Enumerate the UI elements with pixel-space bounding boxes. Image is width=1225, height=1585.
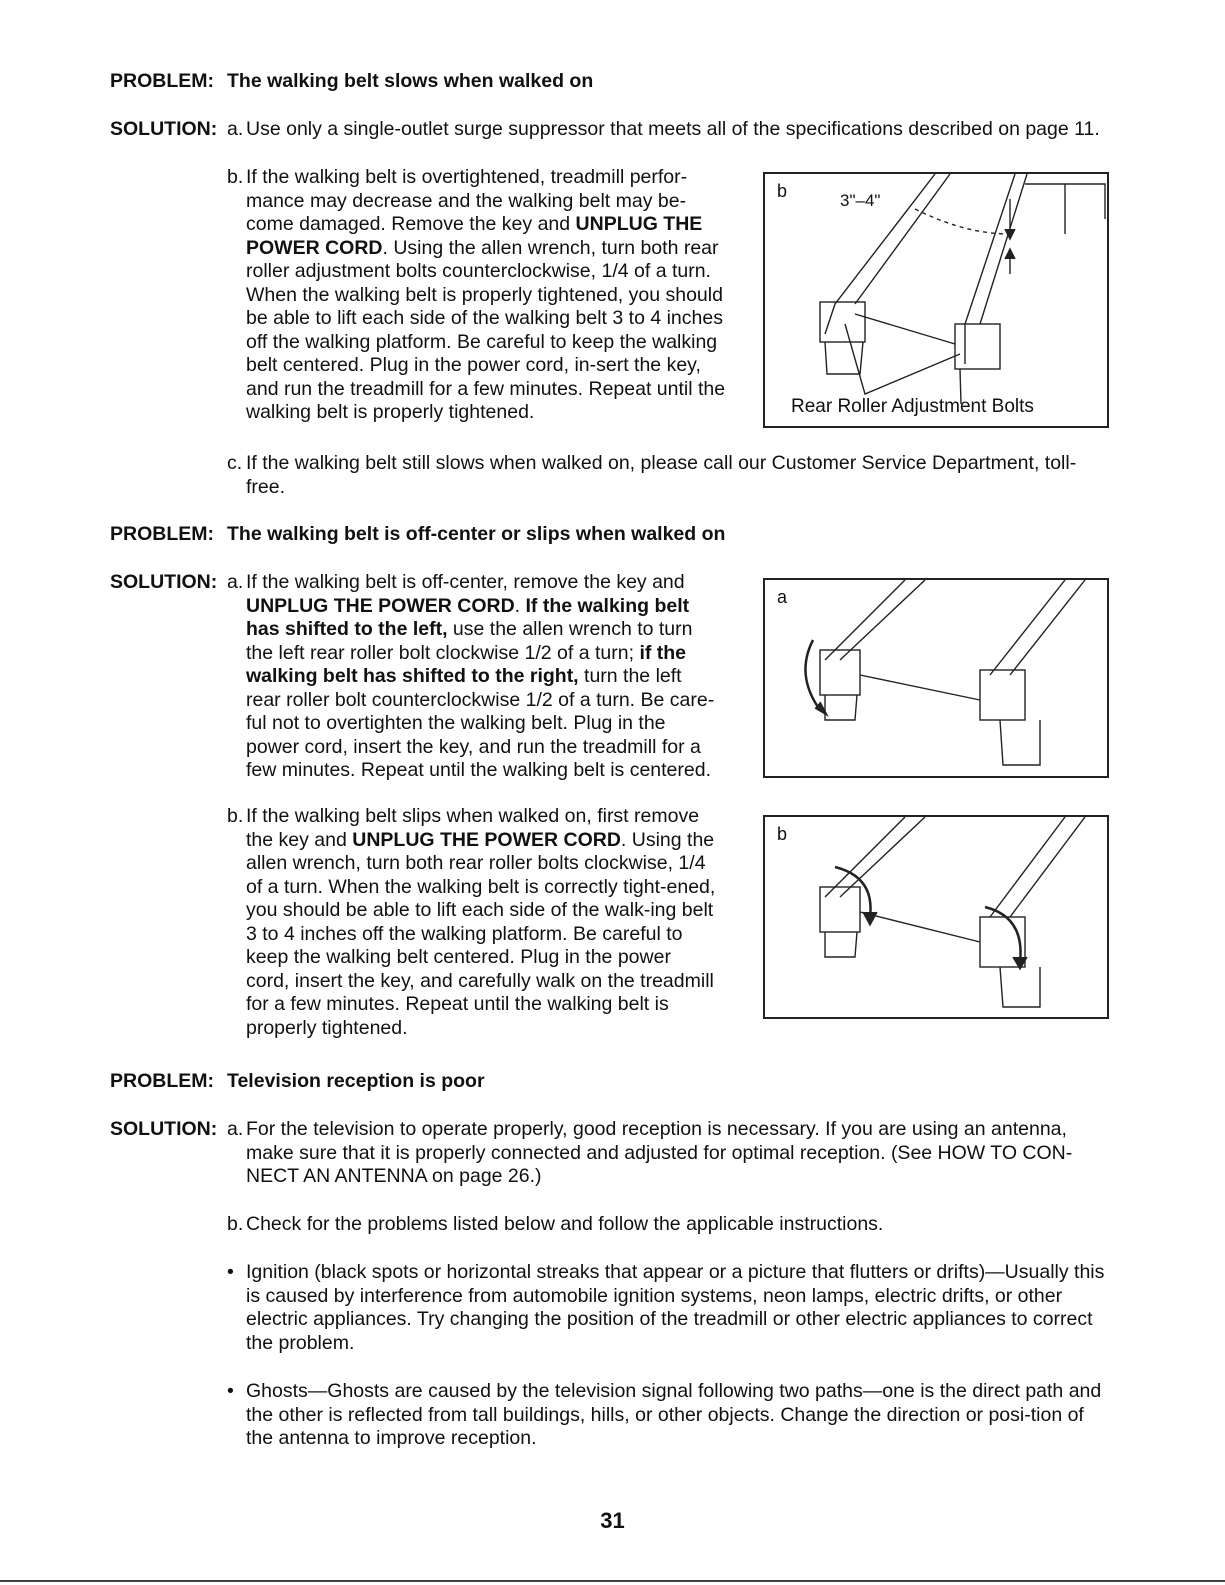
- problem-text: The walking belt slows when walked on: [227, 70, 594, 92]
- problem-label: PROBLEM:: [110, 523, 214, 545]
- item-marker: b.: [227, 166, 244, 188]
- bullet-item: [227, 1261, 1107, 1355]
- item-text: For the television to operate properly, good reception is necessary. If you are using an antenna, make sure that it is properly connected and adjusted for optimal reception. (See HOW TO CON-NECT AN ANTENNA on page 26.): [246, 1118, 1073, 1187]
- figure-letter: b: [777, 824, 788, 844]
- item-marker: a.: [227, 571, 244, 593]
- bullet-text: Ghosts—Ghosts are caused by the television signal following two paths—one is the direct path and the other is reflected from tall buildings, hills, or other objects. Change the direction or posi-tion of the antenna to improve reception.: [246, 1380, 1102, 1449]
- item-marker: c.: [227, 452, 243, 474]
- figure-belt-centering: [763, 578, 1109, 778]
- item-text: If the walking belt still slows when walked on, please call our Customer Service Department, toll-free.: [246, 452, 1077, 498]
- item-text: Use only a single-outlet surge suppressor that meets all of the specifications described on page 11.: [246, 118, 1100, 140]
- treadmill-illustration: [765, 174, 1107, 426]
- bullet-marker: •: [227, 1261, 234, 1283]
- figure-caption: Rear Roller Adjustment Bolts: [791, 395, 1034, 417]
- problem-label: PROBLEM:: [110, 1070, 214, 1092]
- item-marker: b.: [227, 805, 244, 827]
- solution-label: SOLUTION:: [110, 571, 218, 593]
- solution-item: [227, 118, 1107, 142]
- figure-letter: b: [777, 181, 788, 201]
- solution-item: [227, 452, 1107, 499]
- figure-belt-tightening: [763, 815, 1109, 1019]
- item-marker: a.: [227, 118, 244, 140]
- item-marker: a.: [227, 1118, 244, 1140]
- problem-text: Television reception is poor: [227, 1070, 485, 1092]
- treadmill-illustration: [765, 580, 1107, 776]
- solution-item: [227, 1213, 1107, 1237]
- problem-label: PROBLEM:: [110, 70, 214, 92]
- solution-item: [227, 571, 717, 783]
- bullet-item: [227, 1380, 1107, 1451]
- solution-label: SOLUTION:: [110, 118, 218, 140]
- page-bottom-rule: [0, 1580, 1225, 1582]
- solution-item: [227, 805, 717, 1040]
- problem-heading-1: [110, 70, 593, 94]
- item-text: If the walking belt slips when walked on, first remove the key and UNPLUG THE POWER CORD. Using the allen wrench, turn both rear roller bolts clockwise, 1/4 of a turn. When the walking belt is correctly tight-ened, you should be able to lift each side of the walk-ing belt 3 to 4 inches off the walking platform. Be careful to keep the walking belt centered. Plug in the power cord, insert the key, and carefully walk on the treadmill for a few minutes. Repeat until the walking belt is properly tightened.: [246, 805, 716, 1039]
- problem-text: The walking belt is off-center or slips when walked on: [227, 523, 726, 545]
- figure-letter: a: [777, 587, 788, 607]
- figure-rear-roller: [763, 172, 1109, 428]
- item-text: If the walking belt is overtightened, treadmill perfor-mance may decrease and the walking belt may be-come damaged. Remove the key and UNPLUG THE POWER CORD. Using the allen wrench, turn both rear roller adjustment bolts counterclockwise, 1/4 of a turn. When the walking belt is properly tightened, you should be able to lift each side of the walking belt 3 to 4 inches off the walking platform. Be careful to keep the walking belt centered. Plug in the power cord, in-sert the key, and run the treadmill for a few minutes. Repeat until the walking belt is properly tightened.: [246, 166, 726, 423]
- item-text: If the walking belt is off-center, remove the key and UNPLUG THE POWER CORD. If the walking belt has shifted to the left, use the allen wrench to turn the left rear roller bolt clockwise 1/2 of a turn; if the walking belt has shifted to the right, turn the left rear roller bolt counterclockwise 1/2 of a turn. Be care-ful not to overtighten the walking belt. Plug in the power cord, insert the key, and run the treadmill for a few minutes. Repeat until the walking belt is centered.: [246, 571, 715, 781]
- item-marker: b.: [227, 1213, 244, 1235]
- problem-heading-3: [110, 1070, 485, 1094]
- page-number: 31: [600, 1508, 625, 1533]
- problem-heading-2: [110, 523, 725, 547]
- item-text: Check for the problems listed below and follow the applicable instructions.: [246, 1213, 884, 1235]
- unplug-warning: UNPLUG THE POWER CORD: [246, 213, 703, 259]
- bullet-marker: •: [227, 1380, 234, 1402]
- bullet-text: Ignition (black spots or horizontal streaks that appear or a picture that flutters or drifts)—Usually this is caused by interference from automobile ignition systems, neon lamps, electric drifts, or other electric appliances. Try changing the position of the treadmill or other electric appliances to correct the problem.: [246, 1261, 1105, 1354]
- solution-label: SOLUTION:: [110, 1118, 218, 1140]
- dimension-label: 3"–4": [840, 191, 881, 210]
- solution-item: [227, 1118, 1107, 1189]
- treadmill-illustration: [765, 817, 1107, 1017]
- solution-item: [227, 166, 727, 425]
